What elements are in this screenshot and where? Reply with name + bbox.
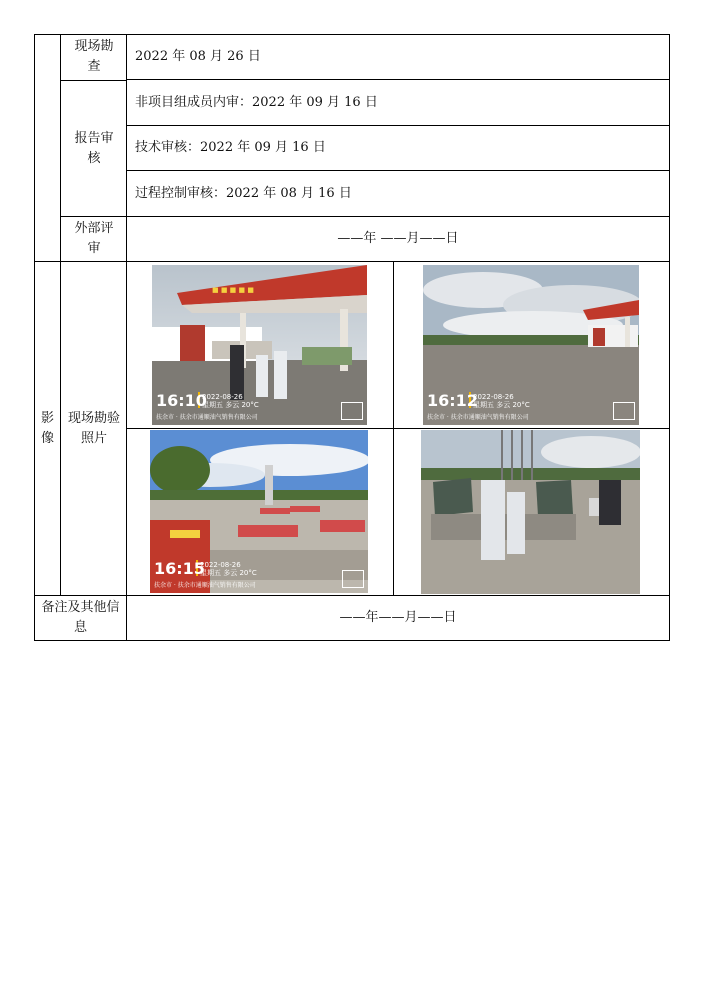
svg-text:■ ■ ■ ■ ■: ■ ■ ■ ■ ■ xyxy=(212,286,254,294)
photo-3-meta: 2022-08-26 星期五 多云 20°C xyxy=(200,561,257,577)
site-photo-3 xyxy=(150,430,368,593)
site-survey-label: 现场勘查 xyxy=(74,39,114,74)
site-survey-date: 2022 年 08 月 26 日 xyxy=(135,49,261,64)
remarks-label: 备注及其他信息 xyxy=(41,600,120,635)
remarks-date: ——年——月——日 xyxy=(339,610,457,625)
watermark-stamp-icon xyxy=(613,402,635,420)
inspection-photo xyxy=(421,430,640,594)
external-review-label: 外部评审 xyxy=(74,221,114,256)
external-review-date: ——年 ——月——日 xyxy=(337,231,459,246)
technical-review-date: 技术审核：2022 年 09 月 16 日 xyxy=(135,140,326,155)
internal-review-date: 非项目组成员内审：2022 年 09 月 16 日 xyxy=(135,94,378,110)
photo-1-meta: 2022-08-26 星期五 多云 20°C xyxy=(202,393,259,409)
process-control-review-date: 过程控制审核：2022 年 08 月 16 日 xyxy=(135,185,352,201)
site-photo-4 xyxy=(421,430,640,594)
photo-1-time: 16:10 xyxy=(156,391,207,410)
photo-2-meta: 2022-08-26 星期五 多云 20°C xyxy=(473,393,530,409)
photo-3-time: 16:15 xyxy=(154,559,205,578)
images-section-label: 影像 xyxy=(40,410,54,446)
photo-2-time: 16:12 xyxy=(427,391,478,410)
report-review-label: 报告审核 xyxy=(74,130,114,166)
site-photos-label: 现场勘验照片 xyxy=(67,410,120,446)
photo-2-address: 扶余市 · 扶余市通顺油气销售有限公司 xyxy=(427,414,529,421)
photo-1-address: 扶余市 · 扶余市通顺油气销售有限公司 xyxy=(156,414,258,421)
photo-3-address: 扶余市 · 扶余市通顺油气销售有限公司 xyxy=(154,582,256,589)
watermark-stamp-icon xyxy=(341,402,363,420)
watermark-stamp-icon xyxy=(342,570,364,588)
site-photo-2 xyxy=(423,265,639,425)
site-photo-1 xyxy=(152,265,367,425)
